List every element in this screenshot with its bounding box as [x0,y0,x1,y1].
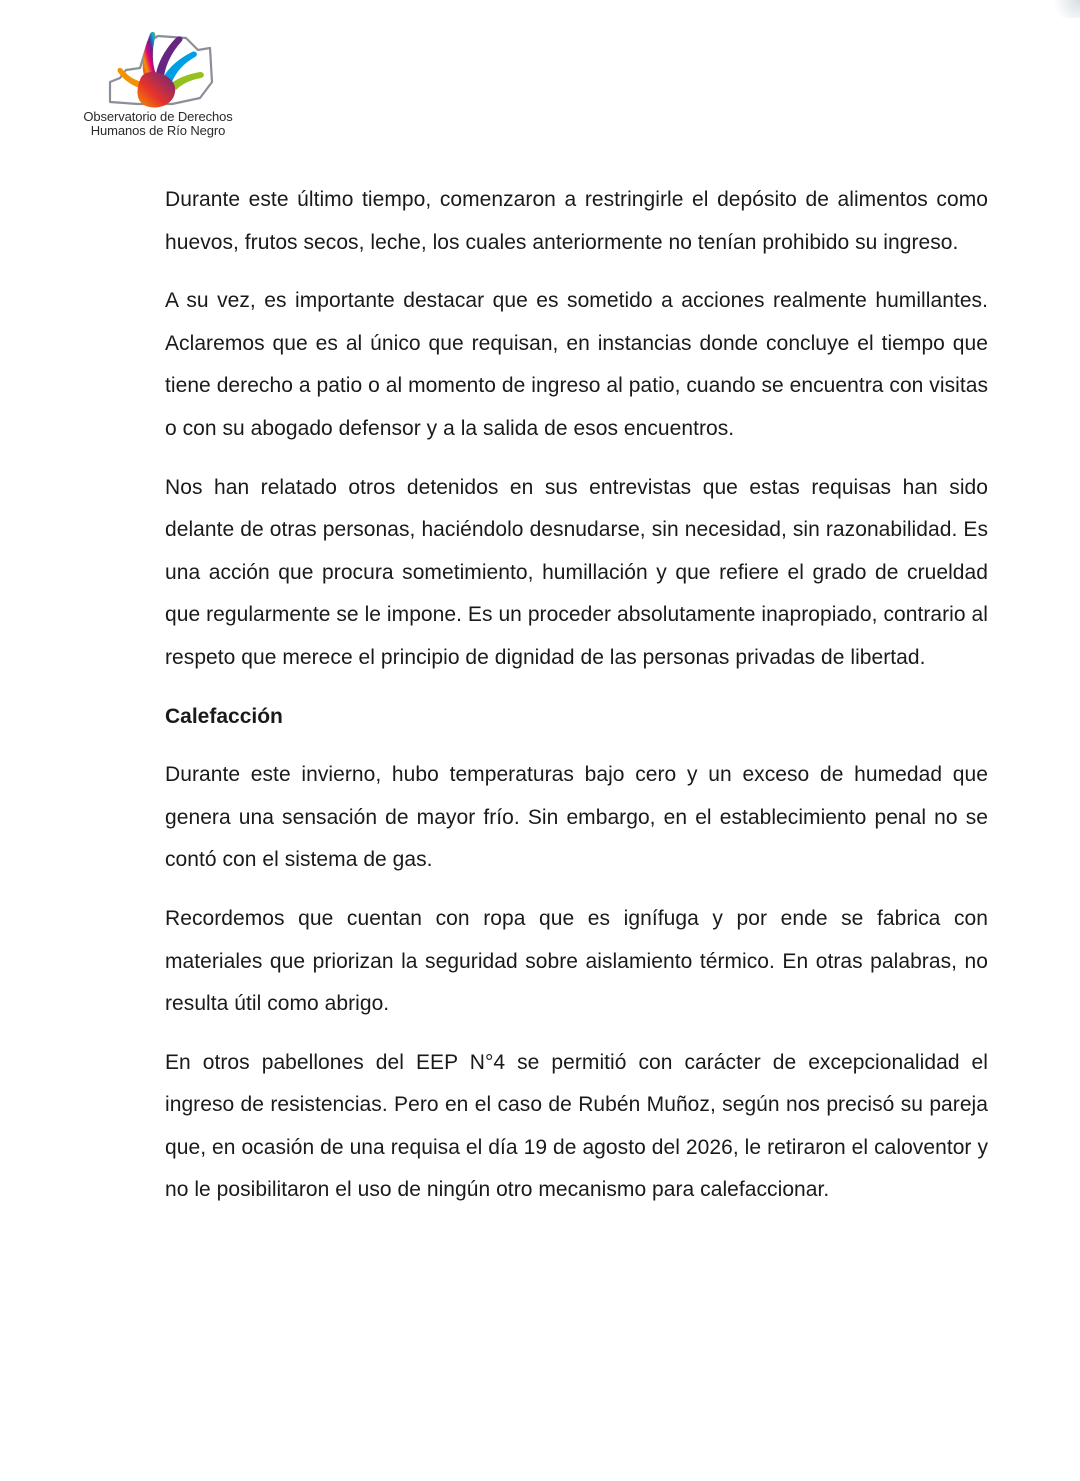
hand-map-logo-icon [100,20,220,112]
paragraph-food-restrictions: Durante este último tiempo, comenzaron a restringirle el depósito de alimentos como huevos, frutos secos, leche, los cuales anteriormente no tenían prohibido su ingreso. [165,188,988,254]
section-heading-calefaccion: Calefacción [165,704,283,728]
paragraph-fireproof-clothing: Recordemos que cuentan con ropa que es ignífuga y por ende se fabrica con materiales que priorizan la seguridad sobre aislamiento térmico. En otras palabras, no resulta útil como abrigo. [165,906,988,1016]
paragraph-humiliating-searches: A su vez, es importante destacar que es sometido a acciones realmente humillantes. Aclaremos que es al único que requisan, en instancias donde concluye el tiempo que tiene derecho a patio o al momento de ingreso al patio, cuando se encuentra con visitas o con su abogado defensor y a la salida de esos encuentros. [165,289,988,440]
logo-caption-line-2: Humanos de Río Negro [90,123,226,138]
paragraph-heater-removal: En otros pabellones del EEP N°4 se permitió con carácter de excepcionalidad el ingreso de resistencias. Pero en el caso de Rubén Muñoz, según nos precisó su pareja que, en ocasión de una requisa el día 19 de agosto del 2026, le retiraron el caloventor y no le posibilitaron el uso de ningún otro mecanismo para calefaccionar. [165,1050,988,1202]
paragraph-winter-temperatures: Durante este invierno, hubo temperaturas bajo cero y un exceso de humedad que genera una sensación de mayor frío. Sin embargo, en el establecimiento penal no se contó con el sistema de gas. [165,763,988,872]
logo-caption-line-1: Observatorio de Derechos [83,109,233,124]
document-body [165,179,988,1228]
paragraph-detainee-testimonies: Nos han relatado otros detenidos en sus entrevistas que estas requisas han sido delante de otras personas, haciéndolo desnudarse, sin necesidad, sin razonabilidad. Es una acción que procura sometimiento, humillación y que refiere el grado de crueldad que regularmente se le impone. Es un proceder absolutamente inapropiado, contrario al respeto que merece el principio de dignidad de las personas privadas de libertad. [165,475,988,669]
logo-caption [60,110,256,138]
header-logo [60,18,260,148]
page-corner-shade [1050,0,1080,18]
